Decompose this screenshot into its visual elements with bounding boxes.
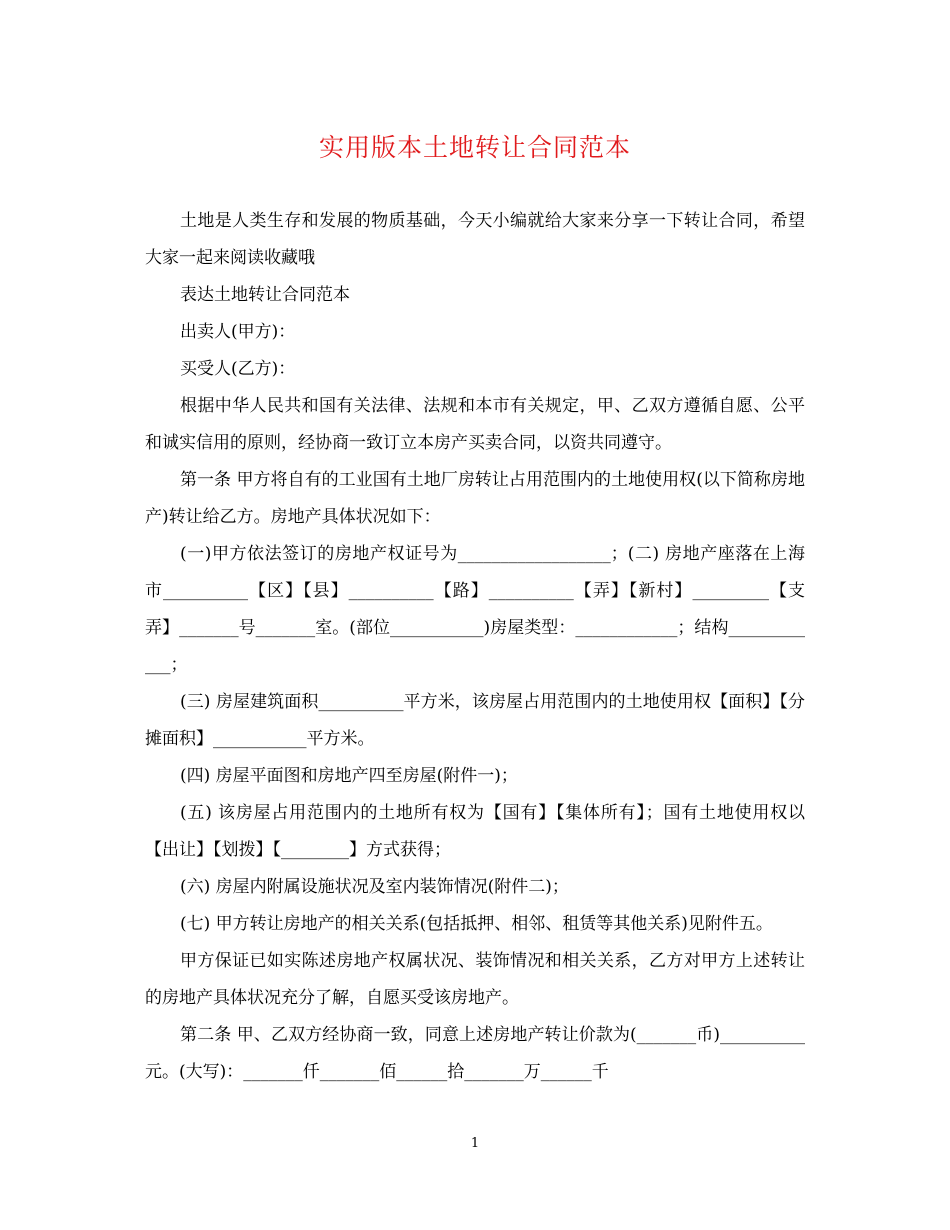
paragraph-guarantee: 甲方保证已如实陈述房地产权属状况、装饰情况和相关关系，乙方对甲方上述转让的房地产具体状况充分了解，自愿买受该房地产。 bbox=[145, 951, 805, 1008]
paragraph-preamble: 根据中华人民共和国有关法律、法规和本市有关规定，甲、乙双方遵循自愿、公平和诚实信用的原则，经协商一致订立本房产买卖合同，以资共同遵守。 bbox=[145, 396, 805, 453]
document-body bbox=[145, 203, 805, 1091]
paragraph-item-7: (七) 甲方转让房地产的相关关系(包括抵押、相邻、租赁等其他关系)见附件五。 bbox=[180, 914, 773, 934]
paragraph-subtitle: 表达土地转让合同范本 bbox=[180, 285, 350, 305]
document-title: 实用版本土地转让合同范本 bbox=[318, 133, 631, 162]
paragraph-item-3: (三) 房屋建筑面积__________平方米，该房屋占用范围内的土地使用权【面积】【分摊面积】___________平方米。 bbox=[145, 692, 805, 749]
paragraph-article-1: 第一条 甲方将自有的工业国有土地厂房转让占用范围内的土地使用权(以下简称房地产)转让给乙方。房地产具体状况如下： bbox=[145, 470, 805, 527]
paragraph-item-5: (五) 该房屋占用范围内的土地所有权为【国有】【集体所有】；国有土地使用权以【出让】【划拨】【________】方式获得； bbox=[145, 803, 805, 860]
paragraph-seller: 出卖人(甲方)： bbox=[180, 322, 296, 342]
paragraph-item-4: (四) 房屋平面图和房地产四至房屋(附件一)； bbox=[180, 766, 518, 786]
paragraph-buyer: 买受人(乙方)： bbox=[180, 359, 296, 379]
paragraph-item-6: (六) 房屋内附属设施状况及室内装饰情况(附件二)； bbox=[180, 877, 569, 897]
paragraph-item-1-2: (一)甲方依法签订的房地产权证号为__________________；(二) 房地产座落在上海市__________【区】【县】__________【路】__________【弄】【新村】_________【支弄】_______号_______室。(部位___________)房屋类型：____________；结构____________； bbox=[145, 544, 805, 675]
paragraph-article-2: 第二条 甲、乙双方经协商一致，同意上述房地产转让价款为(_______币)__________元。(大写)：_______仟_______佰______拾_______万______千 bbox=[145, 1025, 805, 1082]
paragraph-intro: 土地是人类生存和发展的物质基础，今天小编就给大家来分享一下转让合同，希望大家一起来阅读收藏哦 bbox=[145, 211, 805, 268]
page-number: 1 bbox=[470, 1136, 480, 1151]
